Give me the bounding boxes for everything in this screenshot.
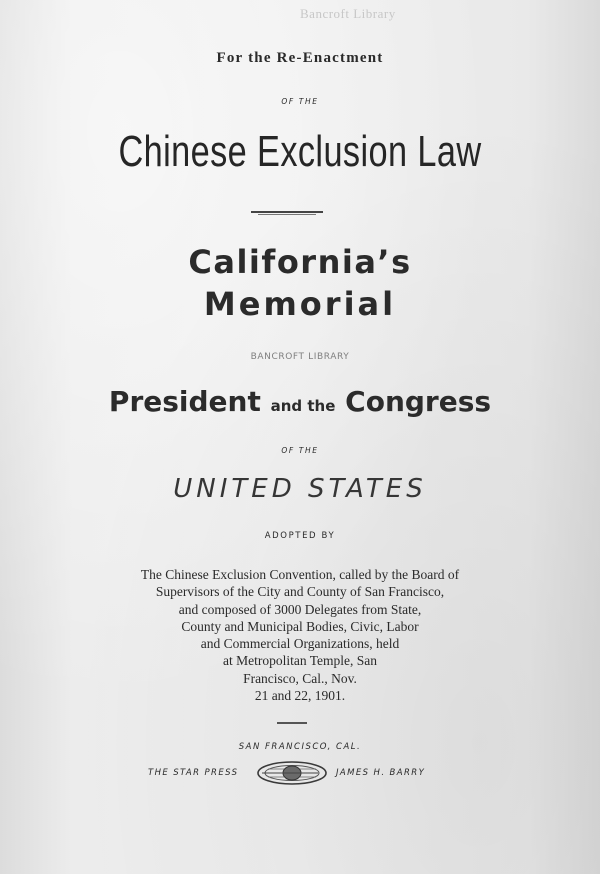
faint-library-stamp: Bancroft Library	[300, 6, 396, 21]
adopted-by-text: ADOPTED BY	[264, 531, 336, 541]
body-line: 21 and 22, 1901.	[254, 688, 346, 704]
divider-rule-thin	[258, 214, 316, 215]
imprint-city: SAN FRANCISCO, CAL.	[238, 742, 362, 752]
of-the-text: OF THE	[281, 97, 319, 106]
body-line: County and Municipal Bodies, Civic, Labor	[181, 618, 419, 634]
memorial-heading: Memorial	[203, 285, 397, 323]
imprint-row	[0, 760, 600, 788]
reenactment-heading: For the Re-Enactment	[216, 50, 384, 66]
president-word: President	[108, 385, 261, 418]
body-line: Supervisors of the City and County of San Francisco,	[155, 584, 445, 600]
body-line: at Metropolitan Temple, San	[222, 653, 378, 669]
body-line: and Commercial Organizations, held	[200, 636, 400, 652]
congress-word: Congress	[345, 385, 492, 418]
imprint-press: THE STAR PRESS	[148, 768, 239, 778]
president-congress-heading	[0, 385, 600, 418]
california-heading: California’s	[188, 243, 412, 281]
of-the-text-2: OF THE	[281, 446, 319, 455]
body-line: The Chinese Exclusion Convention, called by the Board of	[140, 567, 460, 582]
divider-rule	[251, 211, 323, 213]
page-title: Chinese Exclusion Law	[118, 127, 482, 176]
and-the-text: and the	[270, 397, 336, 415]
library-stamp: BANCROFT LIBRARY	[250, 352, 350, 362]
imprint-printer: JAMES H. BARRY	[336, 768, 426, 778]
union-label-icon	[256, 760, 328, 786]
divider-rule-small	[277, 722, 307, 724]
body-line: Francisco, Cal., Nov.	[243, 670, 357, 686]
convention-description	[0, 566, 600, 704]
united-states-heading: UNITED STATES	[173, 474, 427, 504]
body-line: and composed of 3000 Delegates from State,	[178, 601, 422, 617]
